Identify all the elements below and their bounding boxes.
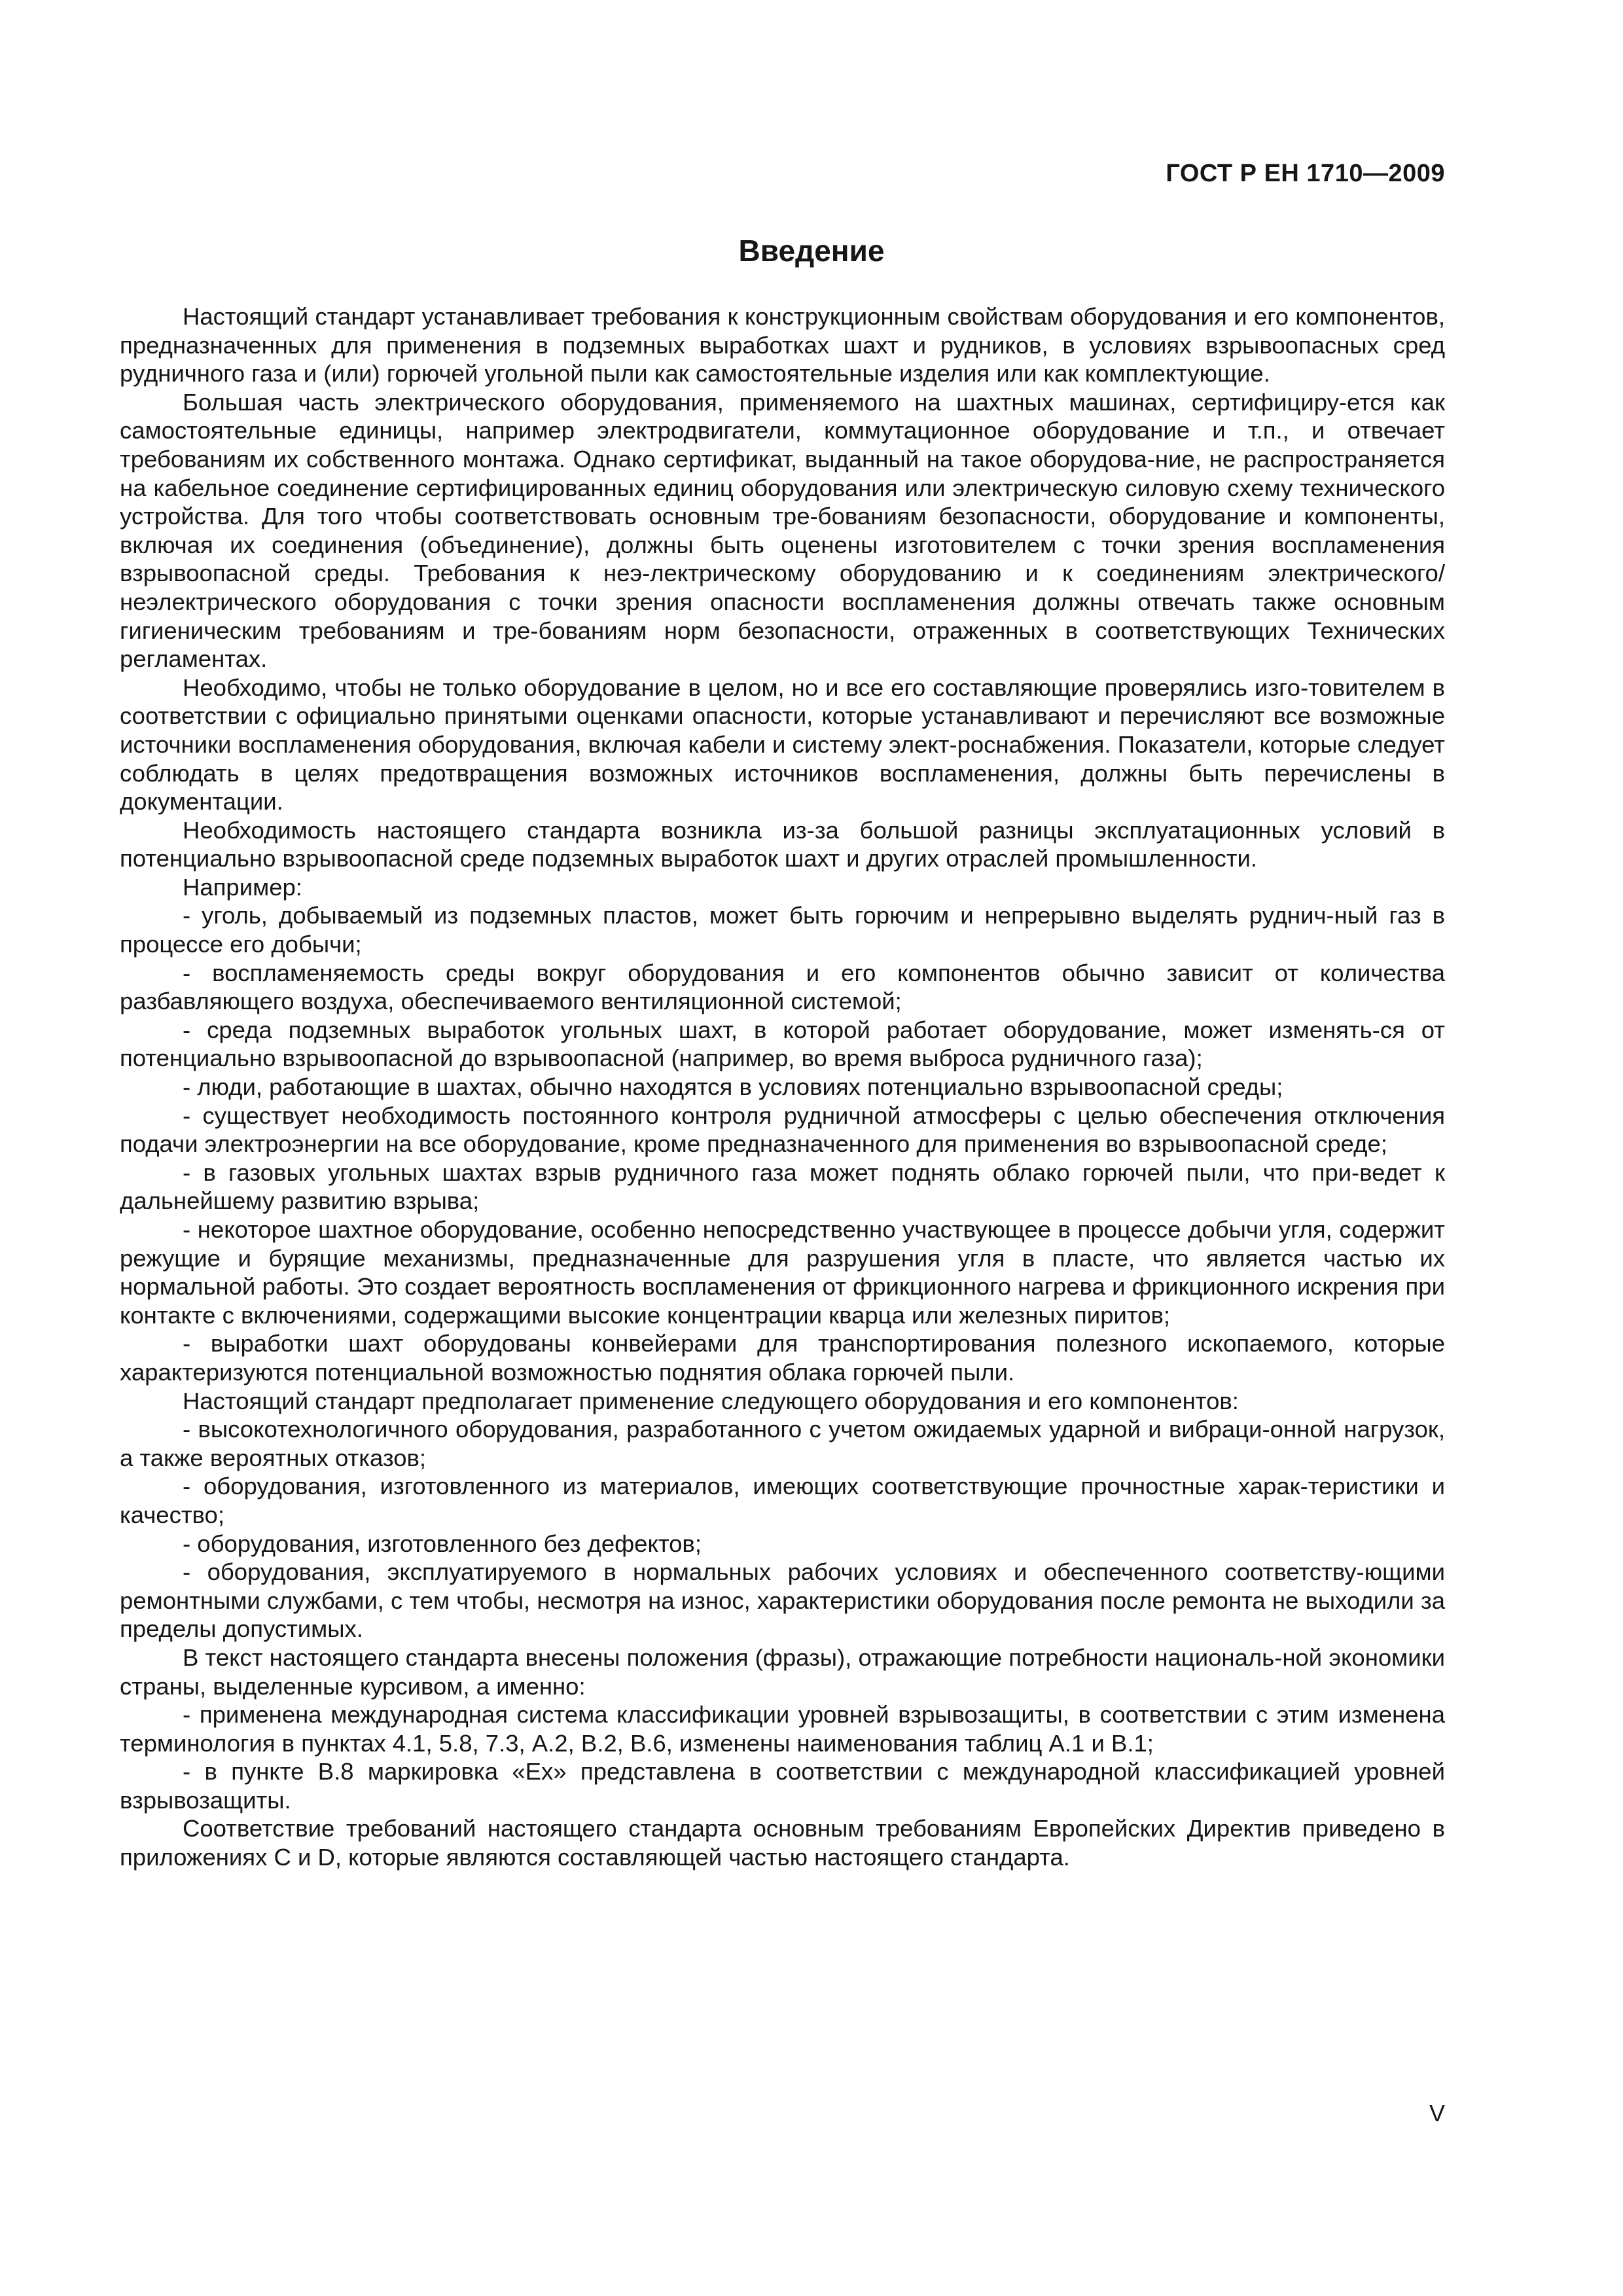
page-number: V bbox=[1429, 2100, 1445, 2126]
section-title: Введение bbox=[738, 234, 885, 268]
list-item: - воспламеняемость среды вокруг оборудования и его компонентов обычно зависит от количества разбавляющего воздуха, обеспечиваемого вентиляционной системой; bbox=[120, 959, 1445, 1015]
list-item: - оборудования, эксплуатируемого в нормальных рабочих условиях и обеспеченного соответству-ющими ремонтными службами, с тем чтобы, несмотря на износ, характеристики оборудования после ремонта не выходили за пределы допустимых. bbox=[120, 1558, 1445, 1643]
paragraph: Соответствие требований настоящего стандарта основным требованиям Европейских Директив приведено в приложениях С и D, которые являются составляющей частью настоящего стандарта. bbox=[120, 1815, 1445, 1871]
document-code: ГОСТ Р ЕН 1710—2009 bbox=[1166, 160, 1445, 187]
list-item: - применена международная система классификации уровней взрывозащиты, в соответствии с этим изменена терминология в пунктах 4.1, 5.8, 7.3, А.2, В.2, В.6, изменены наименования таблиц А.1 и В.1; bbox=[120, 1701, 1445, 1757]
paragraph: В текст настоящего стандарта внесены положения (фразы), отражающие потребности националь-ной экономики страны, выделенные курсивом, а именно: bbox=[120, 1643, 1445, 1700]
list-item: - в газовых угольных шахтах взрыв рудничного газа может поднять облако горючей пыли, что при-ведет к дальнейшему развитию взрыва; bbox=[120, 1158, 1445, 1215]
body-text bbox=[120, 302, 1445, 1872]
paragraph: Например: bbox=[183, 873, 302, 901]
list-item: - в пункте В.8 маркировка «Ex» представлена в соответствии с международной классификацией уровней взрывозащиты. bbox=[120, 1758, 1445, 1814]
list-item: - выработки шахт оборудованы конвейерами для транспортирования полезного ископаемого, которые характеризуются потенциальной возможностью поднятия облака горючей пыли. bbox=[120, 1330, 1445, 1386]
list-item: - оборудования, изготовленного из материалов, имеющих соответствующие прочностные харак-теристики и качество; bbox=[120, 1473, 1445, 1528]
list-item: - некоторое шахтное оборудование, особенно непосредственно участвующее в процессе добычи угля, содержит режущие и бурящие механизмы, предназначенные для разрушения угля в пласте, что является частью их нормальной работы. Это создает вероятность воспламенения от фрикционного нагрева и фрикционного искрения при контакте с включениями, содержащими высокие концентрации кварца или железных пиритов; bbox=[120, 1216, 1445, 1329]
list-item: - уголь, добываемый из подземных пластов, может быть горючим и непрерывно выделять руднич-ный газ в процессе его добычи; bbox=[120, 902, 1445, 958]
list-item: - оборудования, изготовленного без дефектов; bbox=[183, 1530, 702, 1557]
list-item: - люди, работающие в шахтах, обычно находятся в условиях потенциально взрывоопасной среды; bbox=[183, 1073, 1283, 1101]
paragraph: Большая часть электрического оборудования, применяемого на шахтных машинах, сертифициру-ется как самостоятельные единицы, например электродвигатели, коммутационное оборудование и т.п., и отвечает требованиям их собственного монтажа. Однако сертификат, выданный на такое оборудова-ние, не распространяется на кабельное соединение сертифицированных единиц оборудования или электрическую силовую схему технического устройства. Для того чтобы соответствовать основным тре-бованиям безопасности, оборудование и компоненты, включая их соединения (объединение), должны быть оценены изготовителем с точки зрения воспламенения взрывоопасной среды. Требования к неэ-лектрическому оборудованию и к соединениям электрического/неэлектрического оборудования с точки зрения опасности воспламенения должны отвечать также основным гигиеническим требованиям и тре-бованиям норм безопасности, отраженных в соответствующих Технических регламентах. bbox=[120, 388, 1445, 673]
list-item: - среда подземных выработок угольных шахт, в которой работает оборудование, может изменять-ся от потенциально взрывоопасной до взрывоопасной (например, во время выброса рудничного газа); bbox=[120, 1016, 1445, 1072]
paragraph: Необходимость настоящего стандарта возникла из-за большой разницы эксплуатационных условий в потенциально взрывоопасной среде подземных выработок шахт и других отраслей промышленности. bbox=[120, 816, 1445, 872]
paragraph: Настоящий стандарт устанавливает требования к конструкционным свойствам оборудования и его компонентов, предназначенных для применения в подземных выработках шахт и рудников, в условиях взрывоопасных сред рудничного газа и (или) горючей угольной пыли как самостоятельные изделия или как комплектующие. bbox=[120, 303, 1445, 387]
list-item: - существует необходимость постоянного контроля рудничной атмосферы с целью обеспечения отключения подачи электроэнергии на все оборудование, кроме предназначенного для применения во взрывоопасной среде; bbox=[120, 1102, 1445, 1158]
list-item: - высокотехнологичного оборудования, разработанного с учетом ожидаемых ударной и вибраци-онной нагрузок, а также вероятных отказов; bbox=[120, 1416, 1445, 1471]
paragraph: Необходимо, чтобы не только оборудование в целом, но и все его составляющие проверялись изго-товителем в соответствии с официально принятыми оценками опасности, которые устанавливают и перечисляют все возможные источники воспламенения оборудования, включая кабели и систему элект-роснабжения. Показатели, которые следует соблюдать в целях предотвращения возможных источников воспламенения, должны быть перечислены в документации. bbox=[120, 673, 1445, 816]
paragraph: Настоящий стандарт предполагает применение следующего оборудования и его компонентов: bbox=[183, 1387, 1239, 1414]
